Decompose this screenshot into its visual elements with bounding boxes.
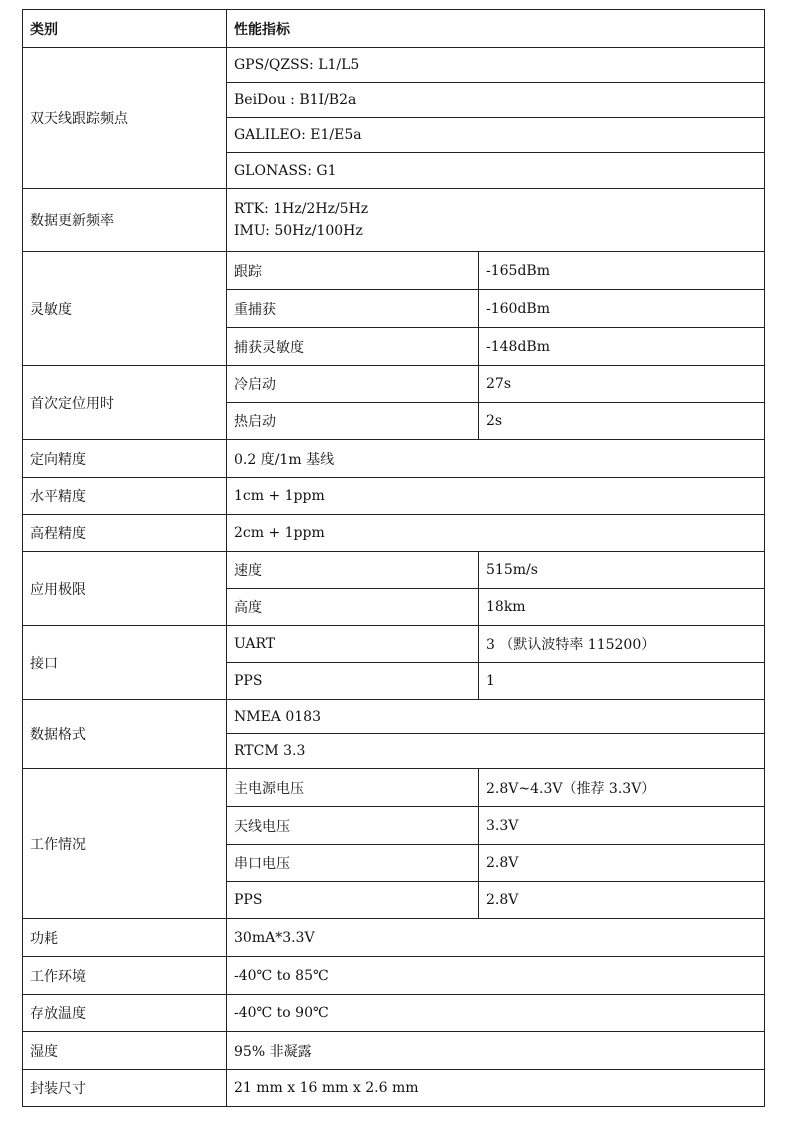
package-size-value: 21 mm x 16 mm x 2.6 mm (227, 1070, 765, 1107)
header-row (23, 10, 765, 48)
sensitivity-acq-name: 捕获灵敏度 (227, 328, 479, 366)
table-row (23, 552, 765, 589)
table-row (23, 1032, 765, 1070)
row-label-tracking-freq: 双天线跟踪频点 (23, 48, 227, 189)
row-label-elevation-accuracy: 高程精度 (23, 515, 227, 552)
ttff-cold-name: 冷启动 (227, 366, 479, 403)
table-row (23, 252, 765, 290)
row-label-data-format: 数据格式 (23, 700, 227, 769)
data-format-nmea: NMEA 0183 (227, 700, 765, 734)
limits-speed-value: 515m/s (479, 552, 765, 589)
sensitivity-reacq-name: 重捕获 (227, 290, 479, 328)
row-label-power: 功耗 (23, 919, 227, 957)
humidity-value: 95% 非凝露 (227, 1032, 765, 1070)
tracking-freq-gps: GPS/QZSS: L1/L5 (227, 48, 765, 83)
table-row (23, 478, 765, 515)
heading-accuracy-value: 0.2 度/1m 基线 (227, 440, 765, 478)
row-label-package-size: 封装尺寸 (23, 1070, 227, 1107)
limits-speed-name: 速度 (227, 552, 479, 589)
horizontal-accuracy-value: 1cm + 1ppm (227, 478, 765, 515)
operating-env-value: -40℃ to 85℃ (227, 957, 765, 995)
operating-antenna-voltage-name: 天线电压 (227, 807, 479, 845)
table-row (23, 440, 765, 478)
row-label-heading-accuracy: 定向精度 (23, 440, 227, 478)
row-label-ttff: 首次定位用时 (23, 366, 227, 440)
table-row (23, 366, 765, 403)
operating-serial-voltage-value: 2.8V (479, 845, 765, 882)
table-row (23, 700, 765, 734)
operating-serial-voltage-name: 串口电压 (227, 845, 479, 882)
sensitivity-tracking-name: 跟踪 (227, 252, 479, 290)
row-label-operating: 工作情况 (23, 769, 227, 919)
tracking-freq-glonass: GLONASS: G1 (227, 153, 765, 189)
update-rate-rtk: RTK: 1Hz/2Hz/5Hz (234, 201, 369, 217)
limits-altitude-value: 18km (479, 589, 765, 626)
table-row (23, 1070, 765, 1107)
sensitivity-reacq-value: -160dBm (479, 290, 765, 328)
row-label-horizontal-accuracy: 水平精度 (23, 478, 227, 515)
header-spec: 性能指标 (227, 10, 765, 48)
row-label-operating-env: 工作环境 (23, 957, 227, 995)
row-label-limits: 应用极限 (23, 552, 227, 626)
interface-uart-name: UART (227, 626, 479, 663)
elevation-accuracy-value: 2cm + 1ppm (227, 515, 765, 552)
operating-antenna-voltage-value: 3.3V (479, 807, 765, 845)
operating-pps-value: 2.8V (479, 882, 765, 919)
header-category: 类别 (23, 10, 227, 48)
table-row (23, 48, 765, 83)
update-rate-value (227, 189, 765, 252)
table-row (23, 995, 765, 1032)
tracking-freq-beidou: BeiDou : B1I/B2a (227, 83, 765, 118)
ttff-hot-value: 2s (479, 403, 765, 440)
sensitivity-tracking-value: -165dBm (479, 252, 765, 290)
data-format-rtcm: RTCM 3.3 (227, 734, 765, 769)
table-row (23, 626, 765, 663)
table-row (23, 515, 765, 552)
table-row (23, 919, 765, 957)
tracking-freq-galileo: GALILEO: E1/E5a (227, 118, 765, 153)
update-rate-imu: IMU: 50Hz/100Hz (234, 223, 363, 239)
row-label-update-rate: 数据更新频率 (23, 189, 227, 252)
ttff-hot-name: 热启动 (227, 403, 479, 440)
interface-pps-value: 1 (479, 663, 765, 700)
operating-main-voltage-value: 2.8V~4.3V（推荐 3.3V） (479, 769, 765, 807)
interface-pps-name: PPS (227, 663, 479, 700)
spec-table (22, 9, 765, 1107)
row-label-humidity: 湿度 (23, 1032, 227, 1070)
power-value: 30mA*3.3V (227, 919, 765, 957)
row-label-interface: 接口 (23, 626, 227, 700)
table-row (23, 189, 765, 252)
limits-altitude-name: 高度 (227, 589, 479, 626)
interface-uart-value: 3 （默认波特率 115200） (479, 626, 765, 663)
row-label-sensitivity: 灵敏度 (23, 252, 227, 366)
storage-temp-value: -40℃ to 90℃ (227, 995, 765, 1032)
table-row (23, 957, 765, 995)
operating-pps-name: PPS (227, 882, 479, 919)
operating-main-voltage-name: 主电源电压 (227, 769, 479, 807)
row-label-storage-temp: 存放温度 (23, 995, 227, 1032)
ttff-cold-value: 27s (479, 366, 765, 403)
table-row (23, 769, 765, 807)
sensitivity-acq-value: -148dBm (479, 328, 765, 366)
